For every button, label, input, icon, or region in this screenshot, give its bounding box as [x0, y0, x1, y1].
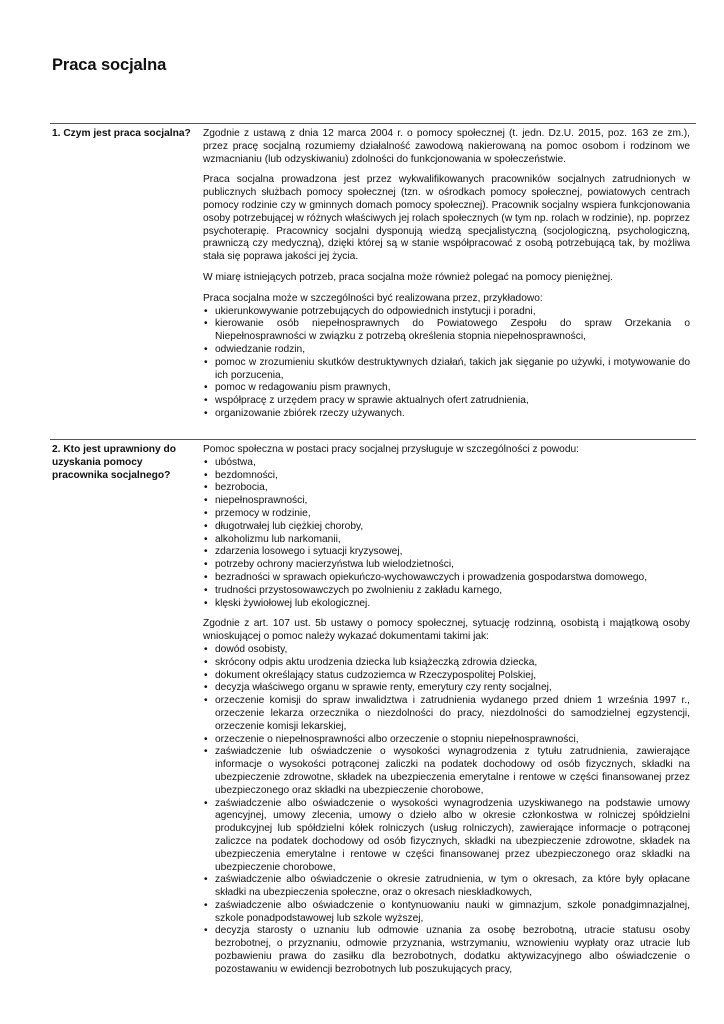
answer-2-documents-list	[203, 644, 690, 977]
list-item: • bezdomności,	[203, 470, 690, 483]
list-item: • zaświadczenie albo oświadczenie o wysokości wynagrodzenia uzyskiwanego na podstawie umowy agencyjnej, umowy zlecenia, umowy o dzieło albo w okresie członkostwa w rolniczej spółdzielni produkcyjnej lub spółdzielni kółek rolniczych (usług rolniczych), zawierające informacje o potrąconej zaliczce na podatek dochodowy od osób fizycznych, składki na ubezpieczenie zdrowotne, składek na ubezpieczenia emerytalne i rentowe w części finansowanej przez ubezpieczonego oraz składki na ubezpieczenie chorobowe,	[203, 798, 690, 875]
answer-2-list	[203, 457, 690, 611]
list-item: • długotrwałej lub ciężkiej choroby,	[203, 521, 690, 534]
page-title: Praca socjalna	[52, 56, 167, 74]
list-item: • ukierunkowywanie potrzebujących do odpowiednich instytucji i poradni,	[203, 306, 690, 319]
answer-2	[203, 444, 690, 985]
list-item: • zaświadczenie albo oświadczenie o kontynuowaniu nauki w gimnazjum, szkole ponadgimnazjalnej, szkole ponadpodstawowej lub szkole wyższej,	[203, 900, 690, 926]
list-item: • decyzja właściwego organu w sprawie renty, emerytury czy renty socjalnej,	[203, 682, 690, 695]
list-item: • przemocy w rodzinie,	[203, 508, 690, 521]
list-item: • klęski żywiołowej lub ekologicznej.	[203, 598, 690, 611]
section-divider	[50, 439, 696, 440]
list-item: • potrzeby ochrony macierzyństwa lub wielodzietności,	[203, 559, 690, 572]
list-item: • organizowanie zbiórek rzeczy używanych.	[203, 408, 690, 421]
list-item: • pomoc w zrozumieniu skutków destruktywnych działań, takich jak sięganie po używki, i motywowanie do ich porzucenia,	[203, 357, 690, 383]
list-item: • zaświadczenie albo oświadczenie o okresie zatrudnienia, w tym o okresach, za które były opłacane składki na ubezpieczenia społeczne, oraz o okresach nieskładkowych,	[203, 874, 690, 900]
list-item: • dokument określający status cudzoziemca w Rzeczypospolitej Polskiej,	[203, 670, 690, 683]
section-divider	[50, 123, 696, 124]
answer-1	[203, 128, 690, 429]
list-item: • pomoc w redagowaniu pism prawnych,	[203, 382, 690, 395]
answer-1-list	[203, 306, 690, 421]
list-item: • skrócony odpis aktu urodzenia dziecka lub książeczką zdrowia dziecka,	[203, 657, 690, 670]
answer-1-list-intro: Praca socjalna może w szczególności być realizowana przez, przykładowo:	[203, 292, 543, 304]
answer-2-list-intro: Pomoc społeczna w postaci pracy socjalnej przysługuje w szczególności z powodu:	[203, 444, 579, 455]
list-item: • bezrobocia,	[203, 482, 690, 495]
list-item: • zaświadczenie lub oświadczenie o wysokości wynagrodzenia z tytułu zatrudnienia, zawierające informacje o wysokości potrąconej zaliczki na podatek dochodowy od osób fizycznych, składki na ubezpieczenie zdrowotne, składek na ubezpieczenia emerytalne i rentowe w części finansowanej przez ubezpieczonego oraz składki na ubezpieczenie chorobowe,	[203, 746, 690, 797]
answer-1-paragraph: Zgodnie z ustawą z dnia 12 marca 2004 r. o pomocy społecznej (t. jedn. Dz.U. 2015, poz. 163 ze zm.), przez pracę socjalną rozumiemy działalność zawodową nakierowaną na pomoc osobom i rodzinom we wzmacnianiu (lub odzyskiwaniu) zdolności do funkcjonowania w społeczeństwie.	[203, 128, 690, 165]
list-item: • dowód osobisty,	[203, 644, 690, 657]
question-1: 1. Czym jest praca socjalna?	[52, 128, 191, 139]
list-item: • współpracę z urzędem pracy w sprawie aktualnych ofert zatrudnienia,	[203, 395, 690, 408]
list-item: • zdarzenia losowego i sytuacji kryzysowej,	[203, 546, 690, 559]
list-item: • niepełnosprawności,	[203, 495, 690, 508]
answer-2-documents-intro: Zgodnie z art. 107 ust. 5b ustawy o pomocy społecznej, sytuację rodzinną, osobistą i majątkową osoby wnioskującej o pomoc należy wykazać dokumentami takimi jak:	[203, 618, 690, 643]
answer-1-paragraph: Praca socjalna prowadzona jest przez wykwalifikowanych pracowników socjalnych zatrudnionych w publicznych służbach pomocy społecznej (tzn. w ośrodkach pomocy społecznej, powiatowych centrach pomocy rodzinie czy w gminnych domach pomocy społecznej). Pracownik socjalny wspiera funkcjonowania osoby potrzebującej w różnych właściwych jej rolach społecznych (w tym np. rolach w rodzinie), np. poprzez psychoterapię. Pracownicy socjalni dysponują wiedzą specjalistyczną (socjologiczną, psychologiczną, prawniczą czy medyczną), dzięki której są w stanie współpracować z osobą potrzebującą tak, by możliwa stała się poprawa jakości jej życia.	[203, 174, 690, 263]
list-item: • ubóstwa,	[203, 457, 690, 470]
list-item: • alkoholizmu lub narkomanii,	[203, 534, 690, 547]
list-item: • kierowanie osób niepełnosprawnych do Powiatowego Zespołu do spraw Orzekania o Niepełnosprawności w związku z potrzebą określenia stopnia niepełnosprawności,	[203, 318, 690, 344]
question-2: 2. Kto jest uprawniony do uzyskania pomocy pracownika socjalnego?	[52, 444, 176, 481]
list-item: • odwiedzanie rodzin,	[203, 344, 690, 357]
list-item: • trudności przystosowawczych po zwolnieniu z zakładu karnego,	[203, 585, 690, 598]
list-item: • bezradności w sprawach opiekuńczo-wychowawczych i prowadzenia gospodarstwa domowego,	[203, 572, 690, 585]
list-item: • orzeczenie o niepełnosprawności albo orzeczenie o stopniu niepełnosprawności,	[203, 734, 690, 747]
list-item: • orzeczenie komisji do spraw inwalidztwa i zatrudnienia wydanego przed dniem 1 września 1997 r., orzeczenie lekarza orzecznika o niezdolności do pracy, niezdolności do samodzielnej egzystencji, orzeczenie komisji lekarskiej,	[203, 695, 690, 733]
answer-1-paragraph: W miarę istniejących potrzeb, praca socjalna może również polegać na pomocy pieniężnej.	[203, 271, 613, 283]
list-item: • decyzja starosty o uznaniu lub odmowie uznania za osobę bezrobotną, utracie statusu osoby bezrobotnej, o przyznaniu, odmowie przyznania, wstrzymaniu, wznowieniu wypłaty oraz utracie lub pozbawieniu prawa do zasiłku dla bezrobotnych, dodatku aktywizacyjnego albo oświadczenie o pozostawaniu w ewidencji bezrobotnych lub poszukujących pracy,	[203, 925, 690, 976]
